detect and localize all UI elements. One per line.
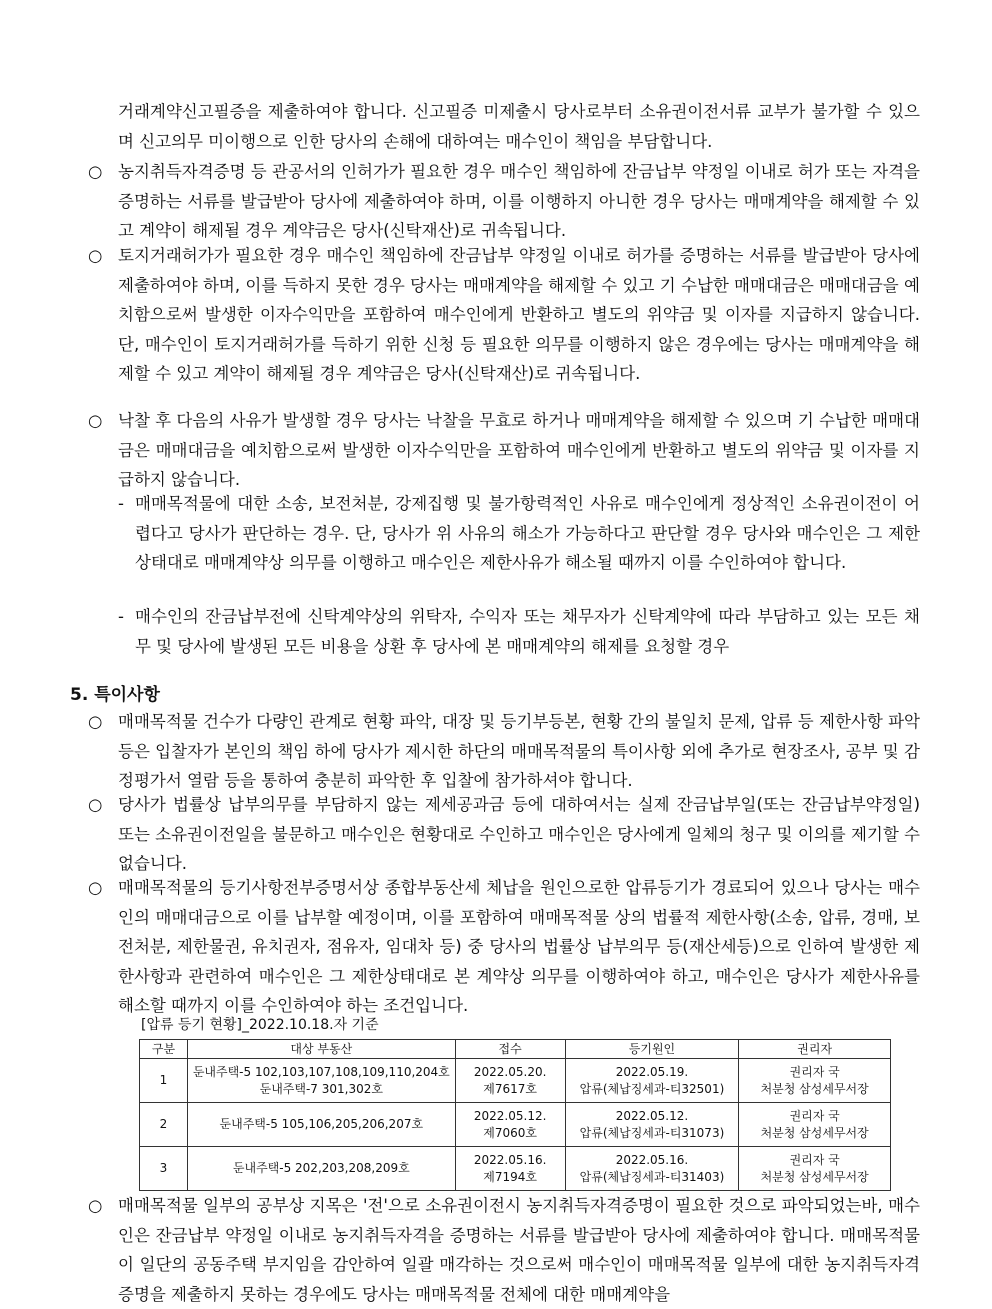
cause-cell: [565, 1059, 739, 1103]
bullet-text: 매매목적물 건수가 다량인 관계로 현황 파악, 대장 및 등기부등본, 현황 간의 불일치 문제, 압류 등 제한사항 파악 등은 입찰자가 본인의 책임 하에 당사가 제시한 하단의 매매목적물의 특이사항 외에 추가로 현장조사, 공부 및 감정평가서 열람 등을 통하여 충분히 파악한 후 입찰에 참가하셔야 합니다.: [118, 712, 920, 790]
receipt-date: 2022.05.12.: [473, 1108, 547, 1123]
table-row: [140, 1147, 891, 1191]
circle-bullet-icon: ○: [88, 795, 103, 814]
column-header: 접수: [455, 1040, 565, 1059]
bullet-site-investigation: [88, 707, 920, 796]
table-header-row: [140, 1040, 891, 1059]
cause-cell: [565, 1103, 739, 1147]
circle-bullet-icon: ○: [88, 162, 103, 181]
table-caption: [압류 등기 현황]_2022.10.18.자 기준: [141, 1017, 379, 1033]
bullet-text: 매매목적물의 등기사항전부증명서상 종합부동산세 체납을 원인으로한 압류등기가 경료되어 있으나 당사는 매수인의 매매대금으로 이를 납부할 예정이며, 이를 포함하여 매매목적물 상의 법률적 제한사항(소송, 압류, 경매, 보전처분, 제한물권, 유치권자, 점유자, 임대차 등) 중 당사의 법률상 납부의무 등(재산세등)으로 인하여 발생한 제한사항과 관련하여 매수인은 그 제한상태대로 본 계약상 의무를 이행하여야 하고, 매수인은 당사가 제한사유를 해소할 때까지 이를 수인하여야 하는 조건입니다.: [118, 878, 920, 1015]
circle-bullet-icon: ○: [88, 246, 103, 265]
dash-item-litigation: [118, 489, 920, 578]
receipt-number: 제7060호: [483, 1125, 537, 1140]
circle-bullet-icon: ○: [88, 712, 103, 731]
circle-bullet-icon: ○: [88, 878, 103, 897]
property-line: 둔내주택-5 105,106,205,206,207호: [219, 1117, 424, 1131]
row-number: 3: [140, 1147, 188, 1191]
column-header: 권리자: [739, 1040, 891, 1059]
dash-item-trust-termination: [118, 602, 920, 661]
holder-cell: [739, 1059, 891, 1103]
property-line: 둔내주택-5 202,203,208,209호: [232, 1161, 410, 1175]
receipt-cell: [455, 1103, 565, 1147]
seizure-registration-table: [139, 1039, 891, 1191]
holder-line: 권리자 국: [789, 1064, 840, 1079]
table-row: [140, 1103, 891, 1147]
property-cell: [187, 1147, 455, 1191]
cause-text: 압류(체납징세과-티31073): [579, 1125, 725, 1140]
cause-date: 2022.05.19.: [615, 1064, 689, 1079]
receipt-number: 제7617호: [483, 1081, 537, 1096]
receipt-date: 2022.05.16.: [473, 1152, 547, 1167]
holder-line: 권리자 국: [789, 1108, 840, 1123]
cause-text: 압류(체납징세과-티31403): [579, 1169, 725, 1184]
dash-bullet-icon: -: [118, 607, 124, 626]
bullet-text: 농지취득자격증명 등 관공서의 인허가가 필요한 경우 매수인 책임하에 잔금납부 약정일 이내로 허가 또는 자격을 증명하는 서류를 발급받아 당사에 제출하여야 하며, 이를 이행하지 아니한 경우 당사는 매매계약을 해제할 수 있고 계약이 해제될 경우 계약금은 당사(신탁재산)로 귀속됩니다.: [118, 162, 920, 240]
dash-text: 매수인의 잔금납부전에 신탁계약상의 위탁자, 수익자 또는 채무자가 신탁계약에 따라 부담하고 있는 모든 채무 및 당사에 발생된 모든 비용을 상환 후 당사에 본 매매계약의 해제를 요청할 경우: [135, 607, 920, 656]
receipt-cell: [455, 1059, 565, 1103]
table-row: [140, 1059, 891, 1103]
holder-line: 권리자 국: [789, 1152, 840, 1167]
row-number: 2: [140, 1103, 188, 1147]
holder-line: 처분청 삼성세무서장: [760, 1125, 869, 1140]
cause-cell: [565, 1147, 739, 1191]
cause-date: 2022.05.12.: [615, 1108, 689, 1123]
bullet-text: 당사가 법률상 납부의무를 부담하지 않는 제세공과금 등에 대하여서는 실제 잔금납부일(또는 잔금납부약정일) 또는 소유권이전일을 불문하고 매수인은 현황대로 수인하고 매수인은 당사에게 일체의 청구 및 이의를 제기할 수 없습니다.: [118, 795, 920, 873]
holder-line: 처분청 삼성세무서장: [760, 1081, 869, 1096]
holder-cell: [739, 1103, 891, 1147]
row-number: 1: [140, 1059, 188, 1103]
cause-text: 압류(체납징세과-티32501): [579, 1081, 725, 1096]
property-cell: [187, 1059, 455, 1103]
bullet-seizure-registration: [88, 873, 920, 1021]
property-line: 둔내주택-7 301,302호: [259, 1081, 383, 1096]
receipt-cell: [455, 1147, 565, 1191]
holder-cell: [739, 1147, 891, 1191]
bullet-farmland-category: [88, 1191, 920, 1309]
property-line: 둔내주택-5 102,103,107,108,109,110,204호: [192, 1064, 450, 1079]
dash-text: 매매목적물에 대한 소송, 보전처분, 강제집행 및 불가항력적인 사유로 매수인에게 정상적인 소유권이전이 어렵다고 당사가 판단하는 경우. 단, 당사가 위 사유의 해소가 가능하다고 판단할 경우 당사와 매수인은 그 제한상태대로 매매계약상 의무를 이행하고 매수인은 제한사유가 해소될 때까지 이를 수인하여야 합니다.: [135, 494, 920, 572]
continuation-paragraph: 거래계약신고필증을 제출하여야 합니다. 신고필증 미제출시 당사로부터 소유권이전서류 교부가 불가할 수 있으며 신고의무 미이행으로 인한 당사의 손해에 대하여는 매수인이 책임을 부담합니다.: [118, 102, 920, 151]
bullet-bid-invalidation: [88, 406, 920, 495]
dash-bullet-icon: -: [118, 494, 124, 513]
bullet-text: 낙찰 후 다음의 사유가 발생할 경우 당사는 낙찰을 무효로 하거나 매매계약을 해제할 수 있으며 기 수납한 매매대금은 매매대금을 예치함으로써 발생한 이자수익만을 포함하여 매수인에게 반환하고 별도의 위약금 및 이자를 지급하지 않습니다.: [118, 411, 920, 489]
bullet-text: 토지거래허가가 필요한 경우 매수인 책임하에 잔금납부 약정일 이내로 허가를 증명하는 서류를 발급받아 당사에 제출하여야 하며, 이를 득하지 못한 경우 당사는 매매계약을 해제할 수 있고 기 수납한 매매대금은 매매대금을 예치함으로써 발생한 이자수익만을 포함하여 매수인에게 반환하고 별도의 위약금 및 이자를 지급하지 않습니다. 단, 매수인이 토지거래허가를 득하기 위한 신청 등 필요한 의무를 이행하지 않은 경우에는 당사는 매매계약을 해제할 수 있고 계약이 해제될 경우 계약금은 당사(신탁재산)로 귀속됩니다.: [118, 246, 920, 383]
property-cell: [187, 1103, 455, 1147]
bullet-text: 매매목적물 일부의 공부상 지목은 '전'으로 소유권이전시 농지취득자격증명이 필요한 것으로 파악되었는바, 매수인은 잔금납부 약정일 이내로 농지취득자격을 증명하는 서류를 발급받아 당사에 제출하여야 합니다. 매매목적물이 일단의 공동주택 부지임을 감안하여 일괄 매각하는 것으로써 매수인이 매매목적물 일부에 대한 농지취득자격증명을 제출하지 못하는 경우에도 당사는 매매목적물 전체에 대한 매매계약을: [118, 1196, 920, 1304]
receipt-date: 2022.05.20.: [473, 1064, 547, 1079]
section-heading: 5. 특이사항: [70, 685, 160, 705]
holder-line: 처분청 삼성세무서장: [760, 1169, 869, 1184]
receipt-number: 제7194호: [483, 1169, 537, 1184]
cause-date: 2022.05.16.: [615, 1152, 689, 1167]
column-header: 구분: [140, 1040, 188, 1059]
bullet-taxes: [88, 790, 920, 879]
column-header: 등기원인: [565, 1040, 739, 1059]
circle-bullet-icon: ○: [88, 411, 103, 430]
bullet-farmland-permit: [88, 157, 920, 246]
bullet-land-trade-permit: [88, 241, 920, 389]
column-header: 대상 부동산: [187, 1040, 455, 1059]
circle-bullet-icon: ○: [88, 1196, 103, 1215]
